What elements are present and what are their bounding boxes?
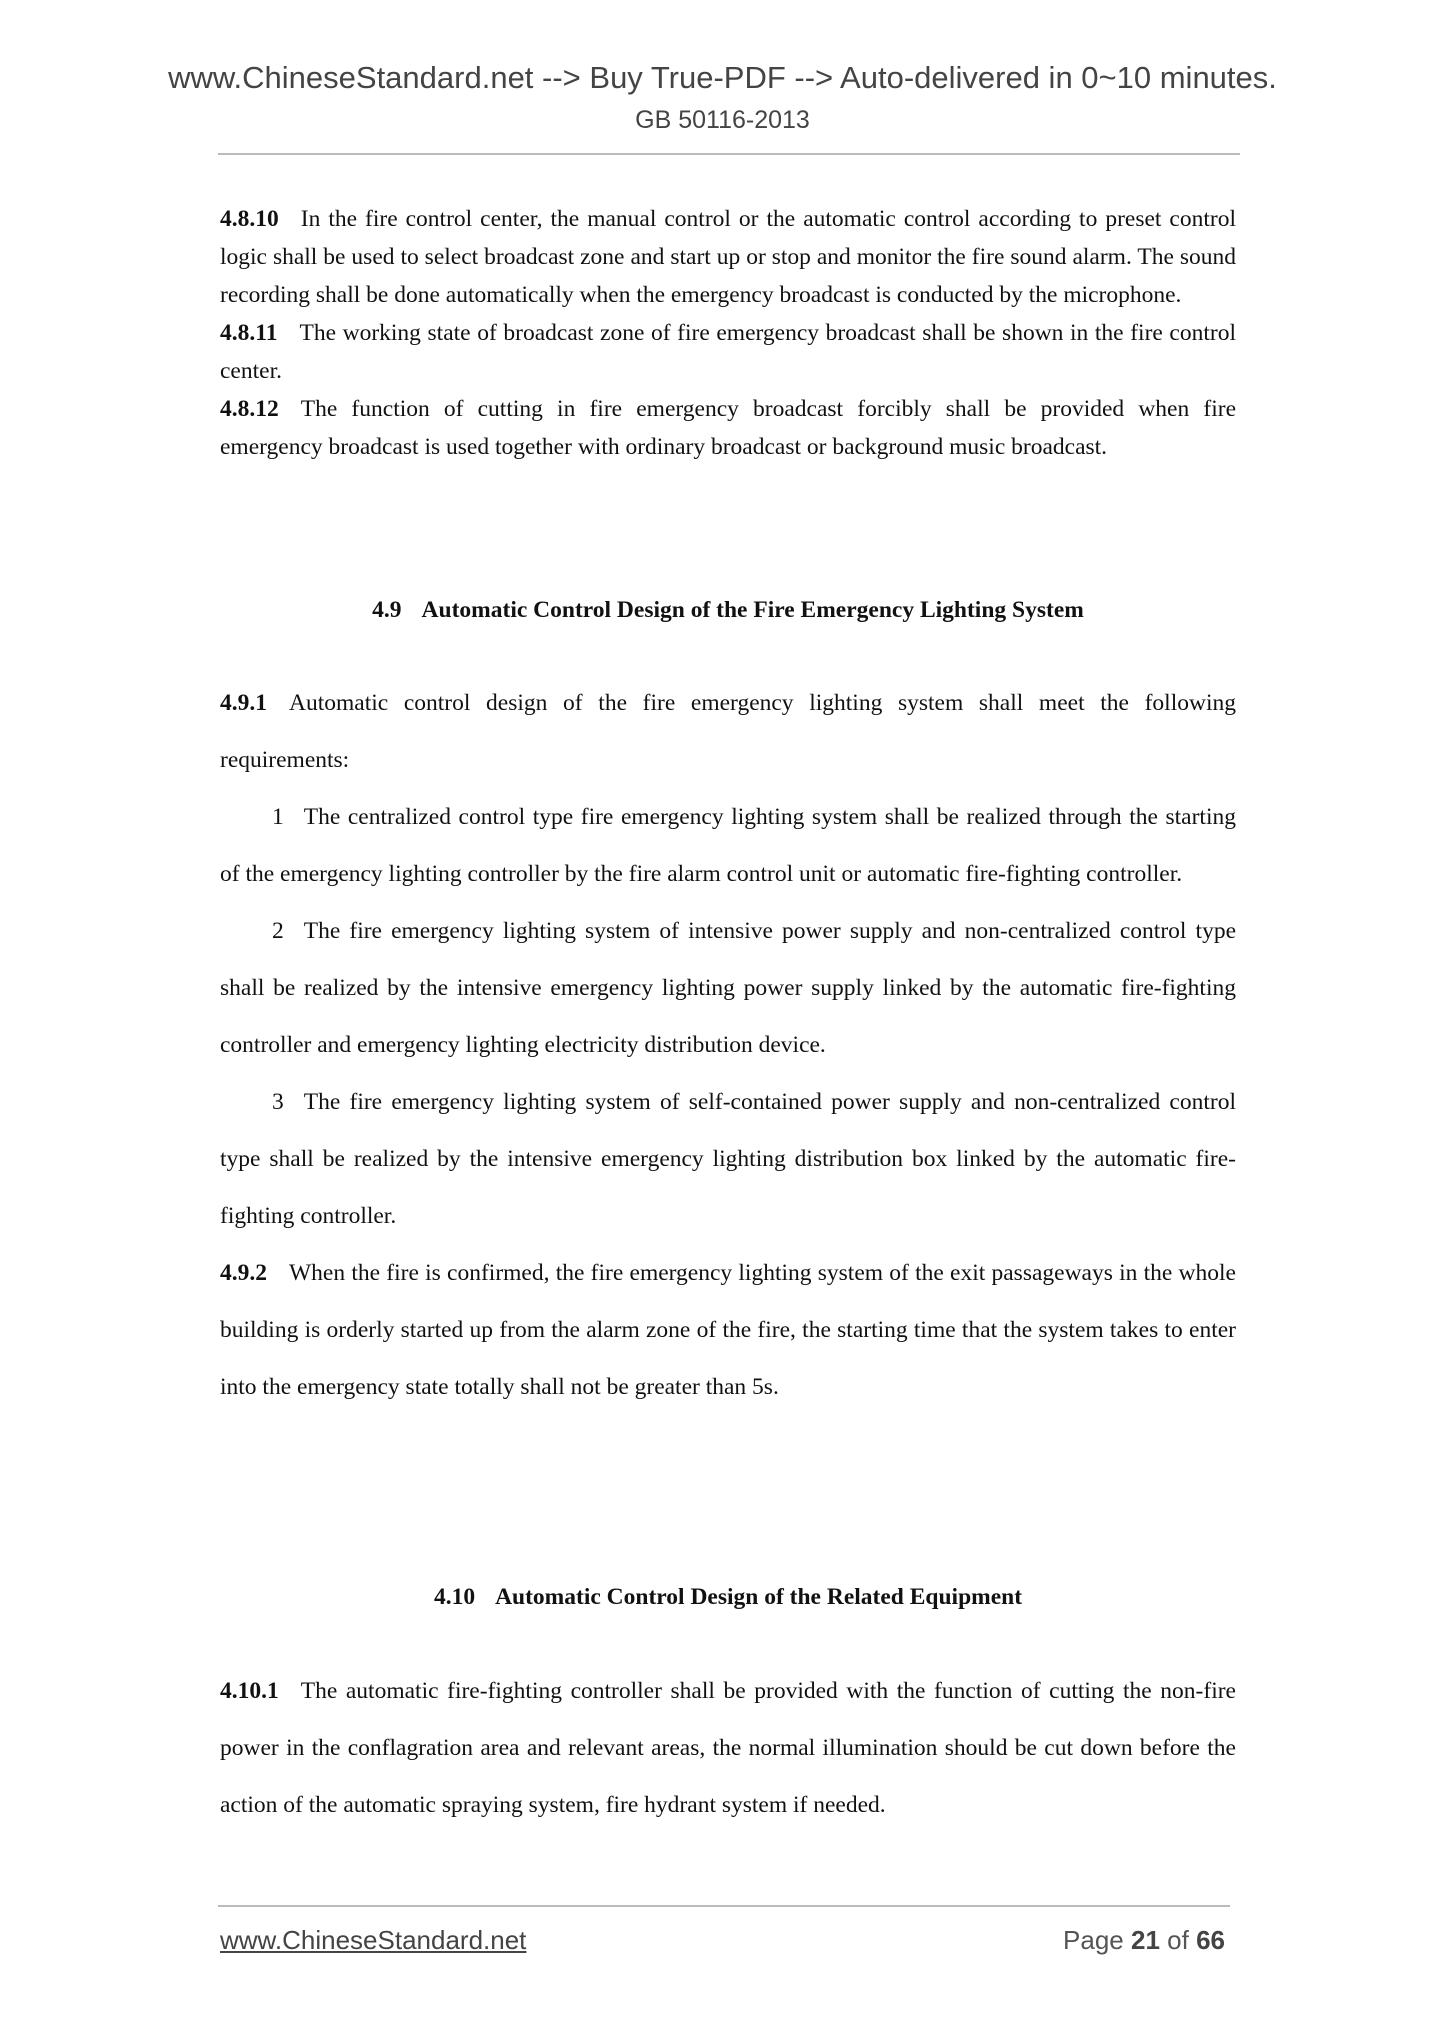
standard-number: GB 50116-2013 bbox=[635, 106, 810, 134]
footer-link[interactable]: www.ChineseStandard.net bbox=[220, 1925, 527, 1955]
list-item: 3 The fire emergency lighting system of self-contained power supply and non-centralized control type shall be realized by the intensive emergency lighting distribution box linked by the automatic fire-fighting controller. bbox=[220, 1089, 1236, 1229]
clause-4-8-11: 4.8.11 The working state of broadcast zone of fire emergency broadcast shall be shown in the fire control center. bbox=[220, 320, 1236, 384]
section-4-10-clauses bbox=[220, 1663, 1236, 1834]
header-banner: www.ChineseStandard.net --> Buy True-PDF --> Auto-delivered in 0~10 minutes. bbox=[168, 60, 1277, 95]
section-4-8-clauses bbox=[220, 200, 1236, 466]
list-item: 2 The fire emergency lighting system of intensive power supply and non-centralized control type shall be realized by the intensive emergency lighting power supply linked by the automatic fire-fighting controller and emergency lighting electricity distribution device. bbox=[220, 918, 1236, 1058]
header-divider bbox=[218, 153, 1240, 155]
section-heading-4-10: 4.10 Automatic Control Design of the Related Equipment bbox=[433, 1584, 1023, 1610]
clause-4-10-1: 4.10.1 The automatic fire-fighting controller shall be provided with the function of cutting the non-fire power in the conflagration area and relevant areas, the normal illumination should be cut down before the action of the automatic spraying system, fire hydrant system if needed. bbox=[220, 1678, 1236, 1818]
page-indicator: Page 21 of 66 bbox=[1063, 1925, 1225, 1955]
footer-divider bbox=[218, 1905, 1230, 1907]
clause-4-8-10: 4.8.10 In the fire control center, the manual control or the automatic control according to preset control logic shall be used to select broadcast zone and start up or stop and monitor the fire sound alarm. The sound recording shall be done automatically when the emergency broadcast is conducted by the microphone. bbox=[220, 206, 1236, 308]
section-4-9-clauses bbox=[220, 675, 1236, 1416]
list-item: 1 The centralized control type fire emergency lighting system shall be realized through the starting of the emergency lighting controller by the fire alarm control unit or automatic fire-fighting controller. bbox=[220, 804, 1236, 887]
clause-4-9-2: 4.9.2 When the fire is confirmed, the fire emergency lighting system of the exit passageways in the whole building is orderly started up from the alarm zone of the fire, the starting time that the system takes to enter into the emergency state totally shall not be greater than 5s. bbox=[220, 1260, 1236, 1400]
clause-4-9-1: 4.9.1 Automatic control design of the fire emergency lighting system shall meet the following requirements: bbox=[220, 690, 1236, 773]
section-heading-4-9: 4.9 Automatic Control Design of the Fire Emergency Lighting System bbox=[372, 597, 1084, 623]
clause-4-8-12: 4.8.12 The function of cutting in fire emergency broadcast forcibly shall be provided when fire emergency broadcast is used together with ordinary broadcast or background music broadcast. bbox=[220, 396, 1236, 460]
